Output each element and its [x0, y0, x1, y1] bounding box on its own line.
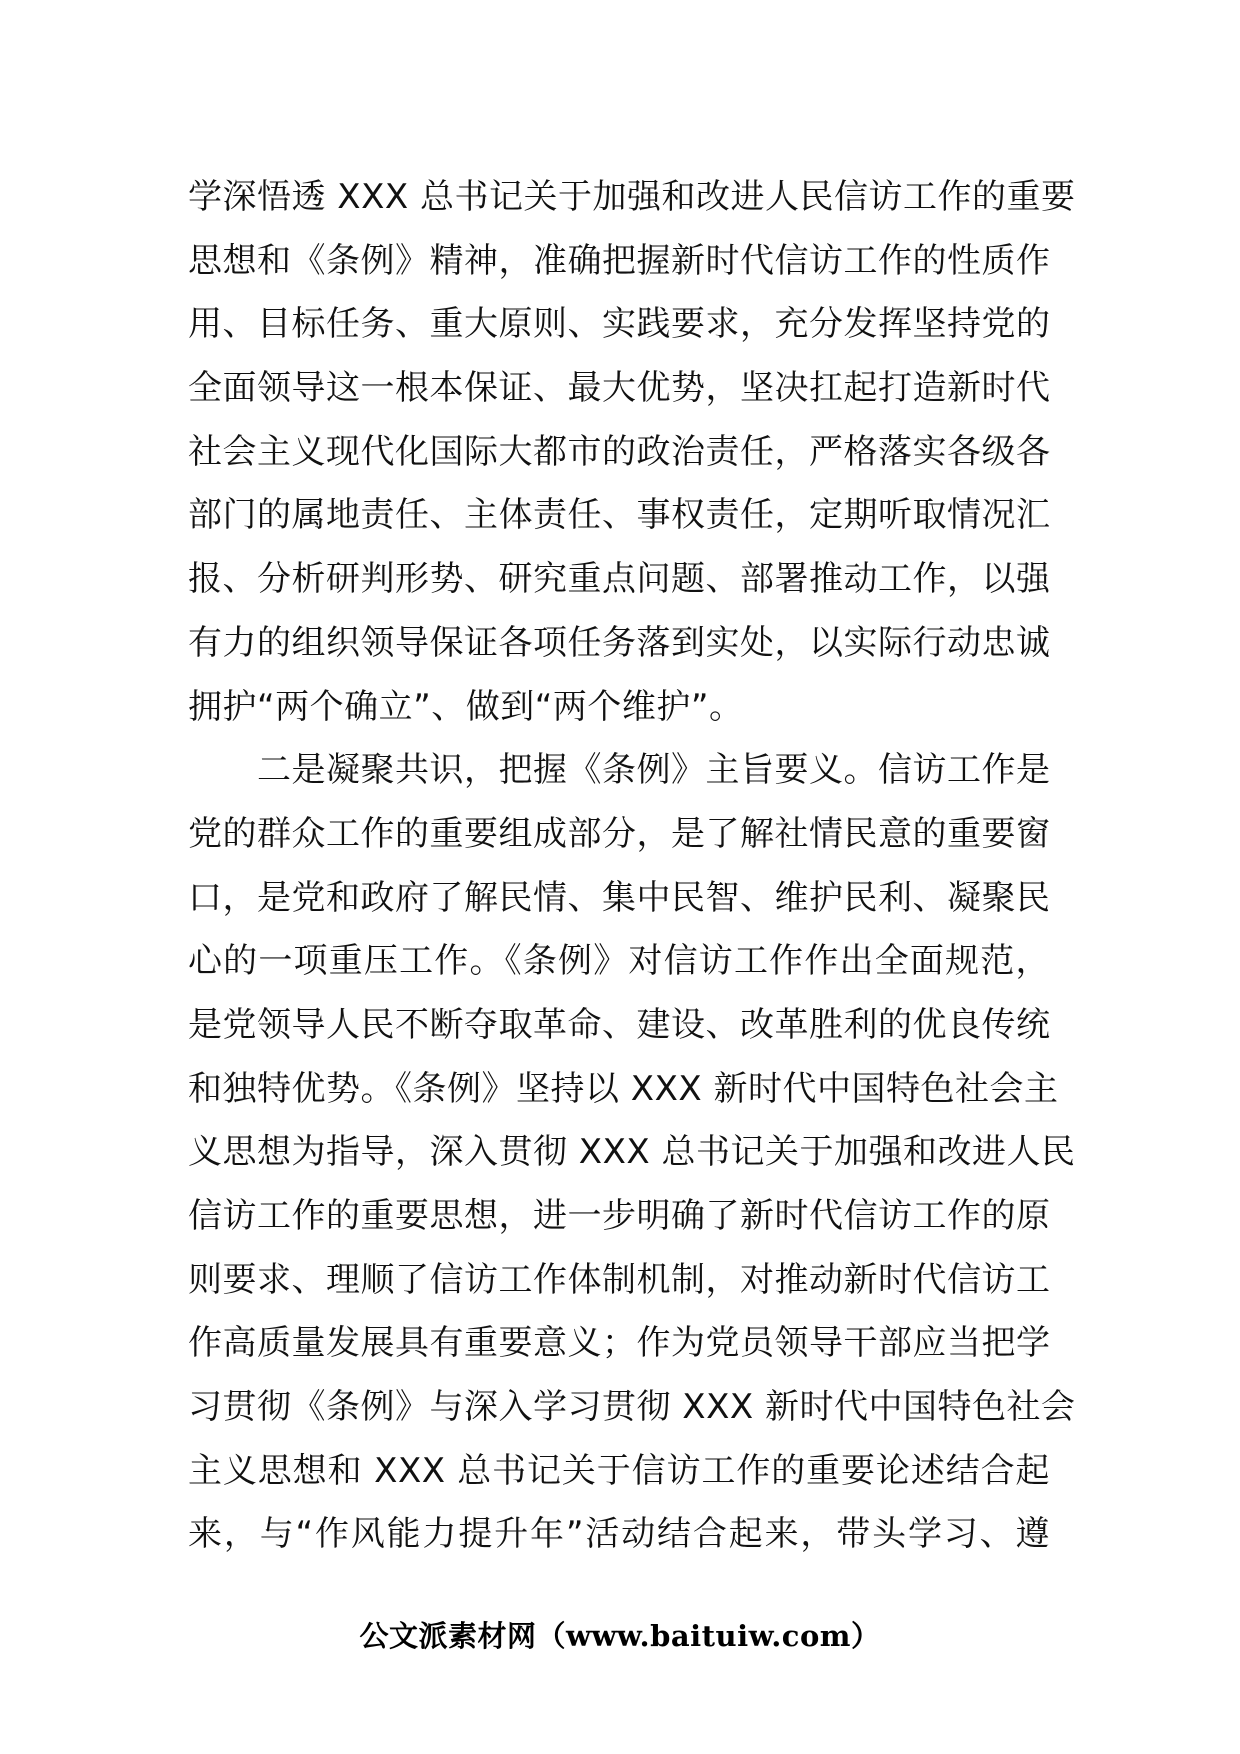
text-line: 作高质量发展具有重要意义；作为党员领导干部应当把学: [188, 1323, 1051, 1364]
text-line: 则要求、理顺了信访工作体制机制，对推动新时代信访工: [188, 1259, 1051, 1300]
text-line: 全面领导这一根本保证、最大优势，坚决扛起打造新时代: [188, 368, 1051, 409]
text-line: 部门的属地责任、主体责任、事权责任，定期听取情况汇: [188, 495, 1051, 536]
text-line: 拥护“两个确立”、做到“两个维护”。: [188, 686, 744, 727]
text-line: 信访工作的重要思想，进一步明确了新时代信访工作的原: [188, 1196, 1051, 1236]
text-line: 心的一项重压工作。《条例》对信访工作作出全面规范，: [188, 941, 1050, 982]
text-line: 是党领导人民不断夺取革命、建设、改革胜利的优良传统: [188, 1004, 1051, 1045]
document-body: [188, 166, 1076, 1567]
text-line: 义思想为指导，深入贯彻 XXX 总书记关于加强和改进人民: [188, 1132, 1076, 1173]
text-line: 社会主义现代化国际大都市的政治责任，严格落实各级各: [188, 431, 1051, 472]
text-line: 二是凝聚共识，把握《条例》主旨要义。信访工作是: [188, 750, 1051, 791]
text-line: 学深悟透 XXX 总书记关于加强和改进人民信访工作的重要: [188, 177, 1076, 217]
text-line: 用、目标任务、重大原则、实践要求，充分发挥坚持党的: [188, 304, 1051, 345]
text-line: 来，与“作风能力提升年”活动结合起来，带头学习、遵: [188, 1514, 1050, 1555]
footer-source: 公文派素材网（www.baituiw.com）: [359, 1619, 881, 1653]
text-line: 口，是党和政府了解民情、集中民智、维护民利、凝聚民: [188, 877, 1051, 918]
text-line: 和独特优势。《条例》坚持以 XXX 新时代中国特色社会主: [188, 1068, 1059, 1109]
text-line: 党的群众工作的重要组成部分，是了解社情民意的重要窗: [188, 813, 1051, 854]
text-line: 习贯彻《条例》与深入学习贯彻 XXX 新时代中国特色社会: [188, 1387, 1076, 1428]
text-line: 报、分析研判形势、研究重点问题、部署推动工作，以强: [188, 559, 1051, 600]
text-line: 主义思想和 XXX 总书记关于信访工作的重要论述结合起: [188, 1450, 1050, 1491]
text-line: 有力的组织领导保证各项任务落到实处，以实际行动忠诚: [188, 622, 1051, 663]
text-line: 思想和《条例》精神，准确把握新时代信访工作的性质作: [188, 240, 1051, 281]
